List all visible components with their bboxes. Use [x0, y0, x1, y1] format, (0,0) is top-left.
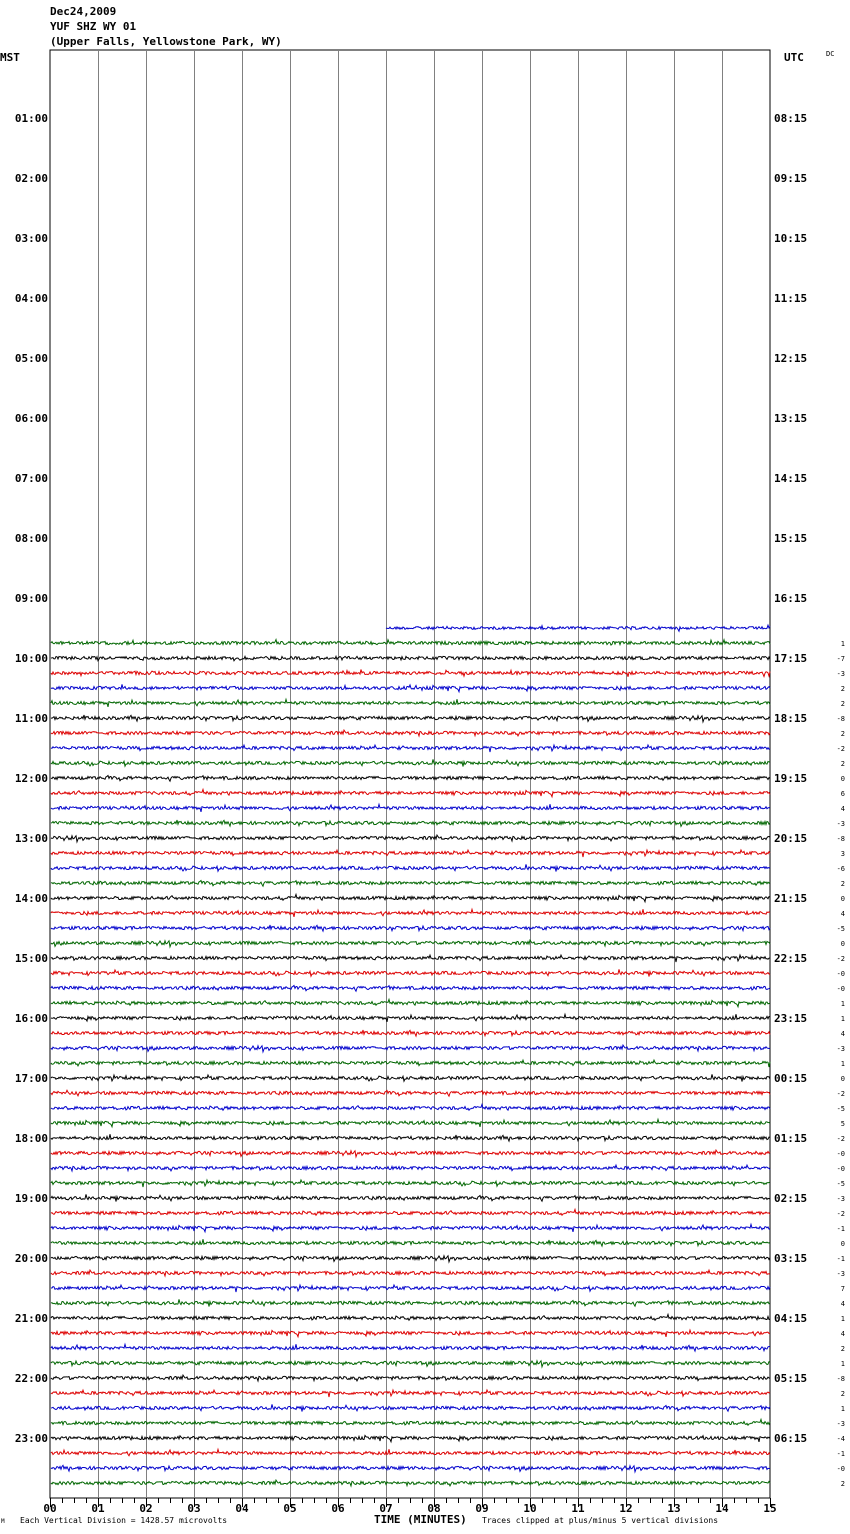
mst-hour-label: 21:00 — [14, 1312, 48, 1325]
dc-offset-label: 1 — [840, 1060, 845, 1068]
seismic-trace — [51, 1375, 770, 1381]
seismic-trace — [51, 670, 770, 677]
utc-hour-label: 11:15 — [774, 292, 808, 305]
dc-offset-label: 4 — [840, 1300, 845, 1308]
seismic-trace — [51, 1060, 770, 1067]
seismic-trace — [51, 1150, 770, 1157]
seismic-trace — [51, 1239, 770, 1246]
dc-offset-label: -3 — [836, 670, 845, 678]
mst-hour-label: 17:00 — [14, 1072, 48, 1085]
dc-offset-label: -2 — [836, 1090, 845, 1098]
dc-offset-label: 1 — [840, 1015, 845, 1023]
mst-hour-label: 14:00 — [14, 892, 48, 905]
dc-offset-label: -2 — [836, 1135, 845, 1143]
x-tick-label: 04 — [235, 1502, 249, 1515]
mst-hour-label: 10:00 — [14, 652, 48, 665]
dc-offset-label: -8 — [836, 715, 845, 723]
dc-offset-label: 7 — [840, 1285, 845, 1293]
utc-hour-label: 17:15 — [774, 652, 808, 665]
seismic-trace — [51, 759, 770, 766]
dc-offset-label: 2 — [840, 880, 845, 888]
mst-hour-label: 04:00 — [14, 292, 48, 305]
mst-hour-label: 19:00 — [14, 1192, 48, 1205]
seismic-trace — [51, 1074, 770, 1081]
seismic-trace — [51, 1270, 770, 1276]
x-tick-label: 00 — [43, 1502, 57, 1515]
x-tick-label: 13 — [667, 1502, 681, 1515]
dc-offset-label: 4 — [840, 1330, 845, 1338]
dc-offset-label: -1 — [836, 1225, 845, 1233]
station-location: (Upper Falls, Yellowstone Park, WY) — [50, 35, 282, 48]
utc-hour-label: 19:15 — [774, 772, 808, 785]
dc-offset-label: 2 — [840, 1345, 845, 1353]
mst-hour-label: 05:00 — [14, 352, 48, 365]
seismic-trace — [51, 1465, 770, 1471]
trace-lines — [51, 625, 770, 1486]
seismic-trace — [51, 1209, 770, 1215]
utc-hour-label: 22:15 — [774, 952, 808, 965]
seismic-trace — [51, 1330, 770, 1337]
seismic-trace — [51, 1180, 770, 1187]
seismic-trace — [51, 850, 770, 857]
seismic-trace — [51, 1119, 770, 1126]
utc-hour-label: 04:15 — [774, 1312, 808, 1325]
mst-hour-label: 22:00 — [14, 1372, 48, 1385]
x-tick-label: 15 — [763, 1502, 777, 1515]
seismic-trace — [51, 864, 770, 871]
utc-hour-label: 12:15 — [774, 352, 808, 365]
seismic-trace — [51, 1404, 770, 1411]
seismic-trace — [51, 1194, 770, 1201]
seismic-trace — [51, 1419, 770, 1425]
utc-hour-label: 18:15 — [774, 712, 808, 725]
seismic-trace — [51, 835, 770, 842]
dc-offset-label: 4 — [840, 1030, 845, 1038]
seismic-trace — [51, 1224, 770, 1231]
seismic-trace — [51, 1285, 770, 1292]
dc-offset-label: -7 — [836, 655, 845, 663]
utc-hour-label: 01:15 — [774, 1132, 808, 1145]
seismic-trace — [51, 925, 770, 931]
x-tick-label: 01 — [91, 1502, 105, 1515]
mst-hour-label: 06:00 — [14, 412, 48, 425]
seismic-trace — [51, 1104, 770, 1110]
seismic-trace — [51, 775, 770, 781]
seismic-trace — [51, 789, 770, 796]
utc-hour-label: 08:15 — [774, 112, 808, 125]
clip-note: Traces clipped at plus/minus 5 vertical divisions — [482, 1516, 719, 1525]
seismic-trace — [51, 804, 770, 812]
seismic-trace — [51, 1014, 770, 1022]
utc-hour-label: 02:15 — [774, 1192, 808, 1205]
mst-hour-label: 12:00 — [14, 772, 48, 785]
utc-hour-label: 13:15 — [774, 412, 808, 425]
seismic-trace — [51, 894, 770, 901]
scale-note: Each Vertical Division = 1428.57 microvolts — [20, 1516, 228, 1525]
dc-offset-label: 2 — [840, 730, 845, 738]
dc-offset-label: 2 — [840, 1390, 845, 1398]
dc-offset-label: -2 — [836, 955, 845, 963]
utc-hour-label: 05:15 — [774, 1372, 808, 1385]
mst-hour-label: 08:00 — [14, 532, 48, 545]
dc-offset-label: 1 — [840, 1405, 845, 1413]
utc-hour-label: 09:15 — [774, 172, 808, 185]
seismic-trace — [51, 656, 770, 660]
mst-hour-label: 09:00 — [14, 592, 48, 605]
seismic-trace — [51, 985, 770, 991]
x-tick-label: 11 — [571, 1502, 585, 1515]
utc-hour-label: 03:15 — [774, 1252, 808, 1265]
mst-hour-label: 03:00 — [14, 232, 48, 245]
seismic-trace — [51, 699, 770, 707]
seismic-trace — [51, 1045, 770, 1052]
mst-hour-label: 20:00 — [14, 1252, 48, 1265]
dc-offset-label: 0 — [840, 1075, 845, 1083]
dc-offset-label: -3 — [836, 1270, 845, 1278]
dc-offset-label: 2 — [840, 700, 845, 708]
x-tick-label: 06 — [331, 1502, 345, 1515]
dc-offset-label: -3 — [836, 1420, 845, 1428]
dc-offset-label: -0 — [836, 985, 845, 993]
seismic-trace — [51, 1436, 770, 1442]
seismic-trace — [51, 1344, 770, 1351]
seismic-trace — [51, 880, 770, 886]
dc-offset-label: 5 — [840, 1120, 845, 1128]
seismic-trace — [51, 730, 770, 736]
seismic-trace — [51, 715, 770, 722]
plot-date: Dec24,2009 — [50, 5, 117, 18]
seismic-trace — [51, 1314, 770, 1320]
seismic-trace — [51, 1390, 770, 1397]
station-code: YUF SHZ WY 01 — [50, 20, 137, 33]
dc-offset-label: -5 — [836, 925, 845, 933]
dc-offset-label: 2 — [840, 760, 845, 768]
dc-offset-label: 1 — [840, 1315, 845, 1323]
mst-hour-label: 11:00 — [14, 712, 48, 725]
seismic-trace — [51, 909, 770, 917]
dc-offset-header: DC — [826, 50, 835, 58]
x-tick-label: 05 — [283, 1502, 297, 1515]
seismic-trace — [51, 640, 770, 646]
dc-offset-label: -5 — [836, 1180, 845, 1188]
mst-hour-label: 02:00 — [14, 172, 48, 185]
dc-offset-label: 2 — [840, 1480, 845, 1488]
dc-offset-label: -3 — [836, 1045, 845, 1053]
x-tick-label: 08 — [427, 1502, 441, 1515]
x-tick-label: 02 — [139, 1502, 153, 1515]
seismic-trace — [51, 1090, 770, 1096]
utc-hour-label: 06:15 — [774, 1432, 808, 1445]
seismic-trace — [51, 1480, 770, 1486]
mst-hour-label: 01:00 — [14, 112, 48, 125]
mst-hour-label: 07:00 — [14, 472, 48, 485]
utc-hour-label: 10:15 — [774, 232, 808, 245]
dc-offset-label: 1 — [840, 1360, 845, 1368]
dc-offset-label: -4 — [836, 1435, 845, 1443]
mst-hour-label: 15:00 — [14, 952, 48, 965]
utc-hour-label: 23:15 — [774, 1012, 808, 1025]
dc-offset-label: 6 — [840, 790, 845, 798]
dc-offset-label: -6 — [836, 865, 845, 873]
x-tick-label: 10 — [523, 1502, 537, 1515]
seismic-trace — [51, 1030, 770, 1036]
dc-offset-label: -2 — [836, 1210, 845, 1218]
x-tick-label: 12 — [619, 1502, 633, 1515]
dc-offset-label: 1 — [840, 640, 845, 648]
dc-offset-label: 0 — [840, 895, 845, 903]
x-tick-label: 03 — [187, 1502, 201, 1515]
seismic-trace — [51, 1299, 770, 1306]
utc-hour-label: 15:15 — [774, 532, 808, 545]
seismic-trace — [51, 1165, 770, 1171]
mst-hour-label: 18:00 — [14, 1132, 48, 1145]
dc-offset-label: 0 — [840, 775, 845, 783]
utc-hour-label: 20:15 — [774, 832, 808, 845]
seismic-trace — [51, 1449, 770, 1455]
dc-offset-label: -0 — [836, 1165, 845, 1173]
seismic-trace — [51, 820, 770, 826]
seismic-trace — [51, 969, 770, 976]
dc-offset-label: -2 — [836, 745, 845, 753]
seismic-trace — [51, 745, 770, 752]
seismic-trace — [51, 1134, 770, 1141]
seismic-trace — [51, 1256, 770, 1262]
dc-offset-label: -1 — [836, 1450, 845, 1458]
dc-offset-label: 2 — [840, 685, 845, 693]
seismic-trace — [51, 940, 770, 947]
dc-offset-label: -3 — [836, 1195, 845, 1203]
x-tick-label: 07 — [379, 1502, 393, 1515]
dc-offset-label: -8 — [836, 1375, 845, 1383]
dc-offset-label: 1 — [840, 1000, 845, 1008]
seismic-trace — [51, 1361, 770, 1367]
dc-offset-label: 0 — [840, 1240, 845, 1248]
utc-hour-label: 00:15 — [774, 1072, 808, 1085]
dc-offset-label: -1 — [836, 1255, 845, 1263]
x-tick-label: 14 — [715, 1502, 729, 1515]
seismic-trace — [51, 955, 770, 962]
dc-offset-label: 4 — [840, 805, 845, 813]
dc-offset-label: -8 — [836, 835, 845, 843]
mst-hour-label: 13:00 — [14, 832, 48, 845]
axis-labels — [15, 112, 845, 1515]
dc-offset-label: -0 — [836, 970, 845, 978]
plot-frame — [50, 50, 770, 1498]
right-timezone-label: UTC — [784, 51, 804, 64]
x-axis-title: TIME (MINUTES) — [374, 1513, 467, 1526]
dc-offset-label: -3 — [836, 820, 845, 828]
utc-hour-label: 14:15 — [774, 472, 808, 485]
dc-offset-label: -0 — [836, 1150, 845, 1158]
corner-mark: M — [1, 1518, 5, 1525]
seismic-trace — [51, 999, 770, 1006]
dc-offset-label: 4 — [840, 910, 845, 918]
dc-offset-label: -5 — [836, 1105, 845, 1113]
x-tick-label: 09 — [475, 1502, 489, 1515]
mst-hour-label: 23:00 — [14, 1432, 48, 1445]
dc-offset-label: -0 — [836, 1465, 845, 1473]
utc-hour-label: 16:15 — [774, 592, 808, 605]
seismic-trace — [51, 684, 770, 691]
mst-hour-label: 16:00 — [14, 1012, 48, 1025]
dc-offset-label: 3 — [840, 850, 845, 858]
left-timezone-label: MST — [0, 51, 20, 64]
utc-hour-label: 21:15 — [774, 892, 808, 905]
dc-offset-label: 0 — [840, 940, 845, 948]
